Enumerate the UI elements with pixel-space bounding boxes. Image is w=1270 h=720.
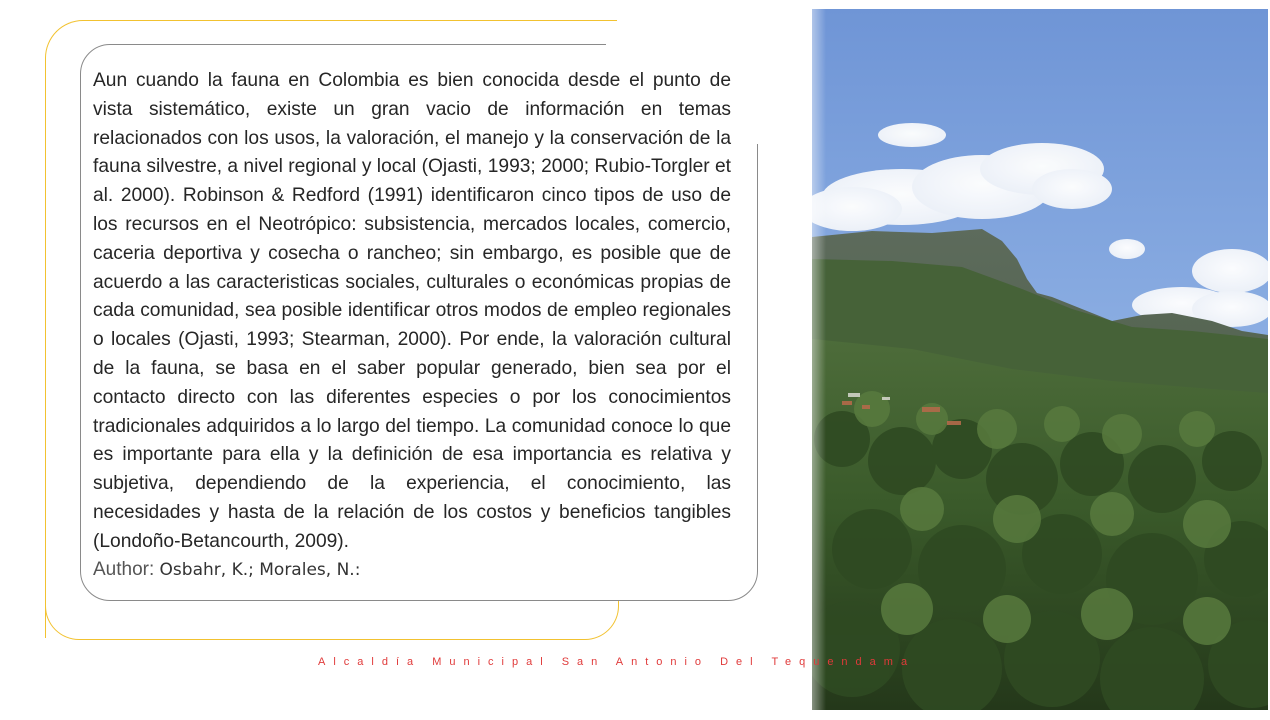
landscape-photo (812, 9, 1268, 710)
author-label: Author: (93, 559, 155, 580)
body-text: Aun cuando la fauna en Colombia es bien conocida desde el punto de vista sistemático, existe un gran vacio de información en temas relacionados con los usos, la valoración, el manejo y la conservación de la fauna silvestre, a nivel regional y local (Ojasti, 1993; 2000; Rubio-Torgler et al. 2000). Robinson & Redford (1991) identificaron cinco tipos de uso de los recursos en el Neotrópico: subsistencia, mercados locales, comercio, caceria deportiva y cosecha o rancheo; sin embargo, es posible que de acuerdo a las caracteristicas sociales, culturales o económicas propias de cada comunidad, sea posible identificar otros modos de empleo regionales o locales (Ojasti, 1993; Stearman, 2000). Por ende, la valoración cultural de la fauna, se basa en el saber popular generado, bien sea por el contacto directo con las diferentes especies o por los conocimientos tradicionales adquiridos a lo largo del tiempo. La comunidad conoce lo que es importante para ella y la definición de esa importancia es relativa y subjetiva, dependiendo de la experiencia, el conocimiento, las necesidades y hasta de la relación de los costos y beneficios tangibles (Londoño-Betancourth, 2009). (93, 70, 731, 552)
footer-label: Alcaldía Municipal San Antonio Del Tequendama (318, 656, 916, 668)
author-line (93, 556, 360, 584)
author-names: Osbahr, K.; Morales, N.: (159, 560, 361, 580)
